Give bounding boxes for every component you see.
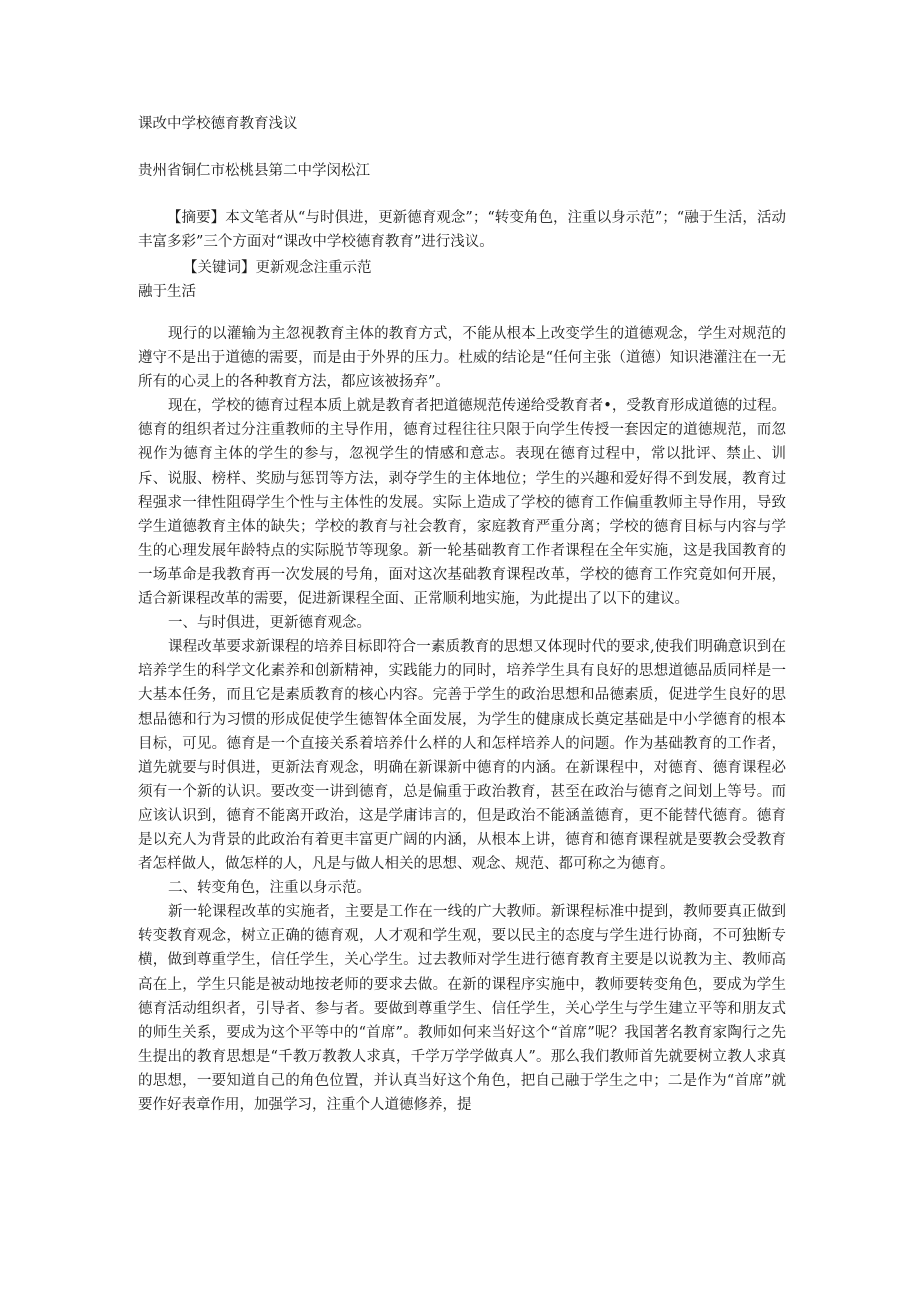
paragraph-intro: 现行的以灌输为主忽视教育主体的教育方式，不能从根本上改变学生的道德观念，学生对规范的遵守不是出于道德的需要，而是由于外界的压力。杜威的结论是“任何主张（道德）知识港灌注在一无所有的心灵上的各种教育方法，都应该被扬弃”。 bbox=[138, 326, 786, 391]
paragraph-section-1: 课程改革要求新课程的培养目标即符合一素质教育的思想又体现时代的要求,使我们明确意识到在培养学生的科学文化素养和创新精神，实践能力的同时，培养学生具有良好的思想道德品质同样是一大基本任务，而且它是素质教育的核心内容。完善于学生的政治思想和品德素质，促进学生良好的思想品德和行为习惯的形成促使学生德智体全面发展，为学生的健康成长奠定基础是中小学德育的根本目标，可见。德育是一个直接关系着培养什么样的人和怎样培养人的问题。作为基础教育的工作者，道先就要与时俱进，更新法育观念，明确在新课新中德育的内涵。在新课程中，对德育、德育课程必须有一个新的认识。要改变一讲到德育，总是偏重于政治教育，甚至在政治与德育之间划上等号。而应该认识到，德育不能离开政治，这是学庸讳言的，但是政治不能涵盖德育，更不能替代德育。德育是以充人为背景的此政治有着更丰富更广阔的内涵，从根本上讲，德育和德育课程就是要教会受教育者怎样做人，做怎样的人，凡是与做人相关的思想、观念、规范、都可称之为德育。 bbox=[138, 639, 786, 873]
body-text bbox=[138, 322, 786, 1117]
author-line: 贵州省铜仁市松桃县第二中学闵松江 bbox=[138, 163, 370, 179]
paragraph-current-situation: 现在，学校的德育过程本质上就是教育者把道德规范传递给受教育者•，受教育形成道德的过程。德育的组织者过分注重教师的主导作用，德育过程往往只限于向学生传授一套因定的道德规范，而忽视作为德育主体的学生的参与，忽视学生的情感和意志。表现在德育过程中，常以批评、禁止、训斥、说服、榜样、奖励与惩罚等方法，剥夺学生的主体地位；学生的兴趣和爱好得不到发展，教育过程强求一律性阻碍学生个性与主体性的发展。实际上造成了学校的德育工作偏重教师主导作用，导致学生道德教育主体的缺失；学校的教育与社会教育，家庭教育严重分离；学校的德育目标与内容与学生的心理发展年龄特点的实际脱节等现象。新一轮基础教育工作者课程在全年实施，这是我国教育的一场革命是我教育再一次发展的号角，面对这次基础教育课程改革，学校的德育工作究竟如何开展，适合新课程改革的需要，促进新课程全面、正常顺利地实施，为此提出了以下的建议。 bbox=[138, 398, 786, 608]
section-heading-1: 一、与时俱进，更新德育观念。 bbox=[168, 615, 371, 632]
document-page bbox=[138, 0, 786, 1301]
keywords-continued: 融于生活 bbox=[138, 284, 196, 300]
paragraph-section-2: 新一轮课程改革的实施者，主要是工作在一线的广大教师。新课程标准中提到，教师要真正做到转变教育观念，树立正确的德育观，人才观和学生观，要以民主的态度与学生进行协商，不可独断专横，做到尊重学生，信任学生，关心学生。过去教师对学生进行德育教育主要是以说教为主、教师高高在上，学生只能是被动地按老师的要求去做。在新的课程序实施中，教师要转变角色，要成为学生德育活动组织者，引导者、参与者。要做到尊重学生、信任学生，关心学生与学生建立平等和朋友式的师生关系，要成为这个平等中的“首席”。教师如何来当好这个“首席”呢？我国著名教育家陶行之先生提出的教育思想是“千教万教教人求真，千学万学学做真人”。那么我们教师首先就要树立教人求真的思想，一要知道自己的角色位置，并认真当好这个角色，把自己融于学生之中；二是作为“首席”就要作好表章作用，加强学习，注重个人道德修养，提 bbox=[138, 904, 786, 1113]
section-heading-2: 二、转变角色，注重以身示范。 bbox=[168, 880, 371, 897]
keywords: 【关键词】更新观念注重示范 bbox=[183, 260, 372, 276]
abstract: 【摘要】本文笔者从“与时俱进，更新德育观念”；“转变角色，注重以身示范”；“融于生活，活动丰富多彩”三个方面对“课改中学校德育教育”进行浅议。 bbox=[138, 210, 786, 250]
document-title: 课改中学校德育教育浅议 bbox=[138, 116, 298, 132]
